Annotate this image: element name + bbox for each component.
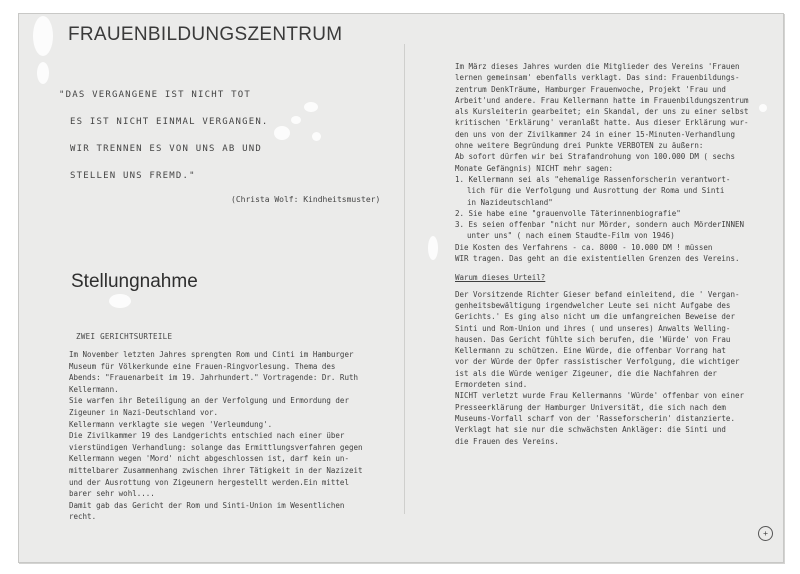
center-name-heading: FRAUENBILDUNGSZENTRUM (68, 24, 343, 45)
document-page (18, 13, 784, 563)
list-item: 2. Sie habe eine "grauenvolle Täterinnenbiografie" (455, 208, 681, 218)
text-line: NICHT verletzt wurde Frau Kellermanns 'Würde' offenbar von einer (455, 391, 744, 401)
column-divider (404, 44, 405, 514)
text-line: Arbeit'und andere. Frau Kellermann hatte im Frauenbildungszentrum (455, 95, 749, 105)
text-line: Verklagt hat sie nur die schwächsten Ankläger: die Sinti und (455, 425, 726, 435)
text-line: Kellermann wegen 'Mord' nicht abgeschlossen ist, darf kein un- (69, 454, 349, 464)
text-line: kritischen 'Erklärung' veranlaßt hatte. Aus dieser Erklärung wur- (455, 118, 749, 128)
text-line: vierstündigen Verhandlung: solange das Ermittlungsverfahren gegen (69, 442, 363, 452)
list-item: 1. Kellermann sei als "ehemalige Rassenforscherin verantwort- (455, 174, 731, 184)
paper-blot (33, 16, 53, 56)
paper-blot (37, 62, 49, 84)
text-line: hausen. Das Gericht fühlte sich berufen, die 'Würde' von Frau (455, 334, 731, 344)
text-line: recht. (69, 512, 97, 522)
text-line: Monate Gefängnis) NICHT mehr sagen: (455, 163, 614, 173)
text-line: Presseerklärung der Hamburger Universität, die sich nach dem (455, 402, 726, 412)
text-line: lernen gemeinsam' ebenfalls verklagt. Das sind: Frauenbildungs- (455, 73, 740, 83)
list-item: 3. Es seien offenbar "nicht nur Mörder, sondern auch MörderINNEN (455, 220, 744, 230)
text-line: als Kursleiterin gearbeitet; ein Skandal, der uns zu einer selbst (455, 107, 749, 117)
text-line: barer sehr wohl.... (69, 489, 155, 499)
text-line: die Frauen des Vereins. (455, 436, 559, 446)
page-mark: + (758, 526, 773, 541)
text-line: Kellermann. (69, 384, 119, 394)
text-line: Sinti und Rom-Union und ihres ( und unseres) Anwalts Welling- (455, 323, 731, 333)
text-line: Kellermann zu schützen. Eine Würde, die offenbar Vorrang hat (455, 346, 726, 356)
text-line: Im März dieses Jahres wurden die Mitglieder des Vereins 'Frauen (455, 62, 740, 71)
epigraph-quote (59, 90, 399, 198)
paper-blot (428, 236, 438, 260)
left-column-text (69, 349, 381, 523)
text-line: Der Vorsitzende Richter Gieser befand einleitend, die ' Vergan- (455, 289, 740, 299)
text-line: Abends: "Frauenarbeit im 19. Jahrhundert." Vortragende: Dr. Ruth (69, 373, 358, 383)
text-line: Die Zivilkammer 19 des Landgerichts entschied nach einer über (69, 431, 345, 441)
right-column-text (455, 61, 775, 447)
text-line: Sie warfen ihr Beteiligung an der Verfolgung und Ermordung der (69, 396, 349, 406)
section-title: Stellungnahme (71, 271, 198, 292)
quote-attribution: (Christa Wolf: Kindheitsmuster) (231, 195, 381, 204)
text-line: zentrum DenkTräume, Hamburger Frauenwoche, Projekt 'Frau und (455, 84, 726, 94)
text-line: Ermordeten sind. (455, 380, 528, 390)
text-line: Kellermann verklagte sie wegen 'Verleumdung'. (69, 419, 273, 429)
paper-blot (109, 294, 131, 308)
text-line: genheitsbewältigung irgendwelcher Leute sei nicht Aufgabe des (455, 300, 731, 310)
text-line: Museum für Völkerkunde eine Frauen-Ringvorlesung. Thema des (69, 361, 336, 371)
text-line: ohne weitere Begründung drei Punkte VERBOTEN zu äußern: (455, 141, 704, 151)
text-line: Damit gab das Gericht der Rom und Sinti-Union im Wesentlichen (69, 500, 345, 510)
quote-line: WIR TRENNEN ES VON UNS AB UND (70, 144, 262, 154)
text-line: Die Kosten des Verfahrens - ca. 8000 - 10.000 DM ! müssen (455, 242, 713, 252)
list-item-continuation: in Nazideutschland" (467, 197, 553, 207)
subsection-heading: ZWEI GERICHTSURTEILE (76, 332, 173, 341)
quote-line: STELLEN UNS FREMD." (70, 171, 196, 181)
list-item-continuation: unter uns" ( nach einem Staudte-Film von 1946) (467, 231, 675, 241)
list-item-continuation: lich für die Verfolgung und Ausrottung der Roma und Sinti (467, 186, 725, 196)
text-line: vor der Würde der Opfer rassistischer Verfolgung, die wichtiger (455, 357, 740, 367)
text-line: ist als die Würde weniger Zigeuner, die die Nachfahren der (455, 368, 717, 378)
text-line: den uns von der Zivilkammer 24 in einer 15-Minuten-Verhandlung (455, 129, 735, 139)
quote-line: ES IST NICHT EINMAL VERGANGEN. (70, 117, 269, 127)
quote-line: "DAS VERGANGENE IST NICHT TOT (59, 90, 251, 100)
text-line: Im November letzten Jahres sprengten Rom und Cinti im Hamburger (69, 350, 354, 359)
text-line: mittelbarer Zusammenhang zwischen ihrer Tätigkeit in der Nazizeit (69, 465, 363, 475)
text-line: WIR tragen. Das geht an die existentiellen Grenzen des Vereins. (455, 254, 740, 264)
text-line: Museums-Vorfall scharf von der 'Rasseforscherin' distanzierte. (455, 413, 735, 423)
text-line: Zigeuner in Nazi-Deutschland vor. (69, 407, 219, 417)
why-verdict-heading: Warum dieses Urteil? (455, 273, 546, 283)
text-line: und der Ausrottung von Zigeunern hergestellt werden.Ein mittel (69, 477, 349, 487)
text-line: Gerichts.' Es ging also nicht um die umfangreichen Beweise der (455, 312, 735, 322)
text-line: Ab sofort dürfen wir bei Strafandrohung von 100.000 DM ( sechs (455, 152, 735, 162)
